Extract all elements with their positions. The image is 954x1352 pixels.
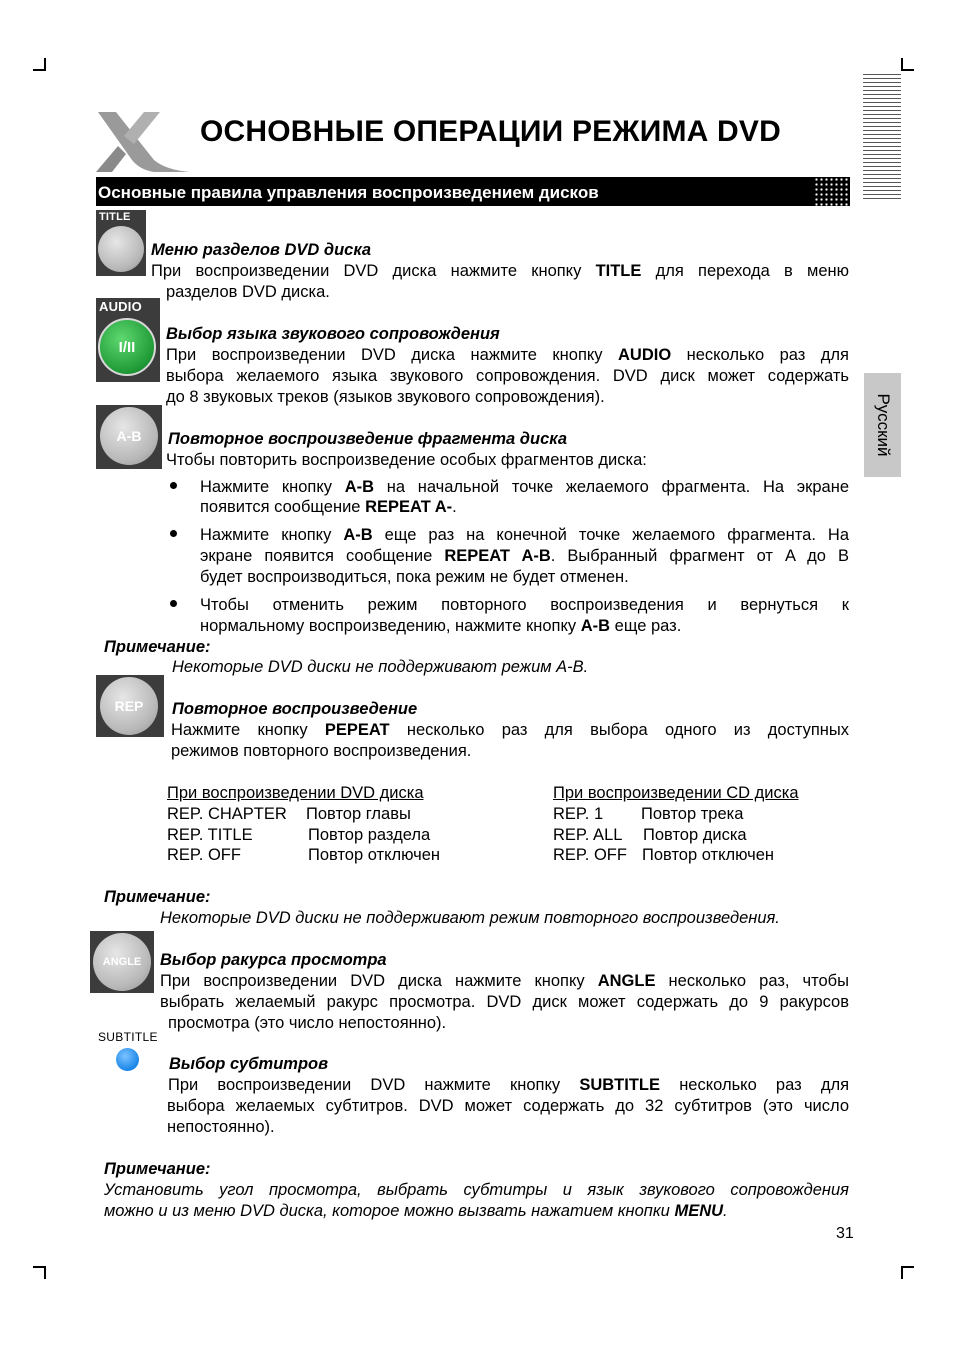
language-label: Русский [873, 393, 893, 457]
audio-line-3: до 8 звуковых треков (языков звукового сопровождения). [166, 388, 605, 406]
dvd-mode-code-3: REP. OFF [167, 846, 241, 864]
dvd-mode-code-2: REP. TITLE [167, 826, 253, 844]
cd-mode-code-3: REP. OFF [553, 846, 627, 864]
angle-line-1: При воспроизведении DVD диска нажмите кнопку ANGLE несколько раз, чтобы [160, 972, 849, 990]
repeat-note-text: Некоторые DVD диски не поддерживают режим повторного воспроизведения. [160, 909, 780, 927]
audio-button-caption: AUDIO [99, 299, 142, 314]
brand-logo-icon [94, 108, 192, 176]
final-note-heading: Примечание: [104, 1160, 211, 1178]
ab-bullet-2-line-1: Нажмите кнопку A-B еще раз на конечной точке желаемого фрагмента. На [200, 526, 849, 544]
cd-mode-desc-2: Повтор диска [643, 826, 747, 844]
subtitle-button-caption: SUBTITLE [98, 1030, 158, 1044]
crop-mark-top-right-h [901, 69, 914, 71]
striped-corner-decoration [863, 74, 901, 201]
section-title: Основные правила управления воспроизведением дисков [98, 183, 599, 202]
ab-button-icon [96, 405, 162, 469]
title-menu-heading: Меню разделов DVD диска [151, 241, 372, 259]
dvd-modes-header: При воспроизведении DVD диска [167, 784, 424, 802]
rep-disc-icon: REP [100, 677, 158, 735]
angle-line-2: выбрать желаемый ракурс просмотра. DVD диск может содержать до 9 ракурсов [160, 993, 849, 1011]
final-note-line-1: Установить угол просмотра, выбрать субтитры и язык звукового сопровождения [104, 1181, 849, 1199]
bullet-2 [170, 530, 177, 537]
bullet-3 [170, 600, 177, 607]
crop-mark-bottom-right-h [901, 1266, 914, 1268]
ab-note-heading: Примечание: [104, 638, 211, 656]
crop-mark-bottom-left-h [33, 1266, 46, 1268]
cd-mode-code-1: REP. 1 [553, 805, 604, 823]
dvd-mode-desc-1: Повтор главы [306, 805, 411, 823]
cd-mode-desc-1: Повтор трека [641, 805, 744, 823]
repeat-line-1: Нажмите кнопку PEPEAT несколько раз для выбора одного из доступных [171, 721, 849, 739]
subtitle-button-icon [116, 1048, 139, 1071]
cd-mode-code-2: REP. ALL [553, 826, 623, 844]
audio-button-icon [96, 298, 160, 382]
ab-heading: Повторное воспроизведение фрагмента диска [168, 430, 567, 448]
repeat-line-2: режимов повторного воспроизведения. [171, 742, 472, 760]
audio-line-1: При воспроизведении DVD диска нажмите кнопку AUDIO несколько раз для [166, 346, 849, 364]
audio-disc-icon: I/II [98, 318, 156, 376]
ab-bullet-1-line-2: появится сообщение REPEAT A-. [200, 498, 457, 516]
section-header-bar [96, 177, 850, 206]
angle-line-3: просмотра (это число непостоянно). [168, 1014, 447, 1032]
crop-mark-top-left-h [33, 69, 46, 71]
cd-mode-desc-3: Повтор отключен [642, 846, 775, 864]
language-side-tab [864, 373, 901, 477]
angle-button-icon [90, 931, 154, 993]
audio-line-2: выбора желаемого языка звукового сопровождения. DVD диск может содержать [166, 367, 849, 385]
title-button-icon [96, 210, 146, 276]
ab-bullet-3-line-1: Чтобы отменить режим повторного воспроизведения и вернуться к [200, 596, 849, 614]
page-number: 31 [836, 1225, 854, 1242]
repeat-heading: Повторное воспроизведение [172, 700, 418, 718]
subtitle-line-2: выбора желаемых субтитров. DVD может содержать до 32 субтитров (это число [167, 1097, 849, 1115]
ab-bullet-1-line-1: Нажмите кнопку A-B на начальной точке желаемого фрагмента. На экране [200, 478, 849, 496]
subtitle-line-1: При воспроизведении DVD нажмите кнопку SUBTITLE несколько раз для [168, 1076, 850, 1094]
ab-bullet-2-line-2: экране появится сообщение REPEAT A-B. Выбранный фрагмент от A до B [200, 547, 849, 565]
dvd-mode-desc-2: Повтор раздела [308, 826, 431, 844]
final-note-line-2: можно и из меню DVD диска, которое можно вызвать нажатием кнопки MENU. [104, 1202, 728, 1220]
subtitle-line-3: непостоянно). [167, 1118, 275, 1136]
page-title: ОСНОВНЫЕ ОПЕРАЦИИ РЕЖИМА DVD [200, 115, 781, 148]
dvd-mode-code-1: REP. CHAPTER [167, 805, 287, 823]
subtitle-heading: Выбор субтитров [169, 1055, 329, 1073]
rep-button-icon [96, 675, 164, 737]
cd-modes-header: При воспроизведении CD диска [553, 784, 799, 802]
title-button-caption: TITLE [99, 211, 131, 223]
title-menu-line-1: При воспроизведении DVD диска нажмите кнопку TITLE для перехода в меню [151, 262, 849, 280]
ab-disc-icon: A-B [100, 407, 158, 465]
angle-disc-icon: ANGLE [93, 933, 151, 991]
ab-intro: Чтобы повторить воспроизведение особых фрагментов диска: [166, 451, 647, 469]
title-menu-line-2: разделов DVD диска. [166, 283, 330, 301]
dvd-mode-desc-3: Повтор отключен [308, 846, 441, 864]
ab-bullet-3-line-2: нормальному воспроизведению, нажмите кнопку A-B еще раз. [200, 617, 682, 635]
ab-bullet-2-line-3: будет воспроизводиться, пока режим не будет отменен. [200, 568, 629, 586]
audio-heading: Выбор языка звукового сопровождения [166, 325, 500, 343]
dotted-pattern [814, 177, 850, 206]
bullet-1 [170, 482, 177, 489]
ab-note-text: Некоторые DVD диски не поддерживают режим A-B. [172, 658, 589, 676]
title-disc-icon [98, 226, 144, 272]
angle-heading: Выбор ракурса просмотра [160, 951, 387, 969]
repeat-note-heading: Примечание: [104, 888, 211, 906]
